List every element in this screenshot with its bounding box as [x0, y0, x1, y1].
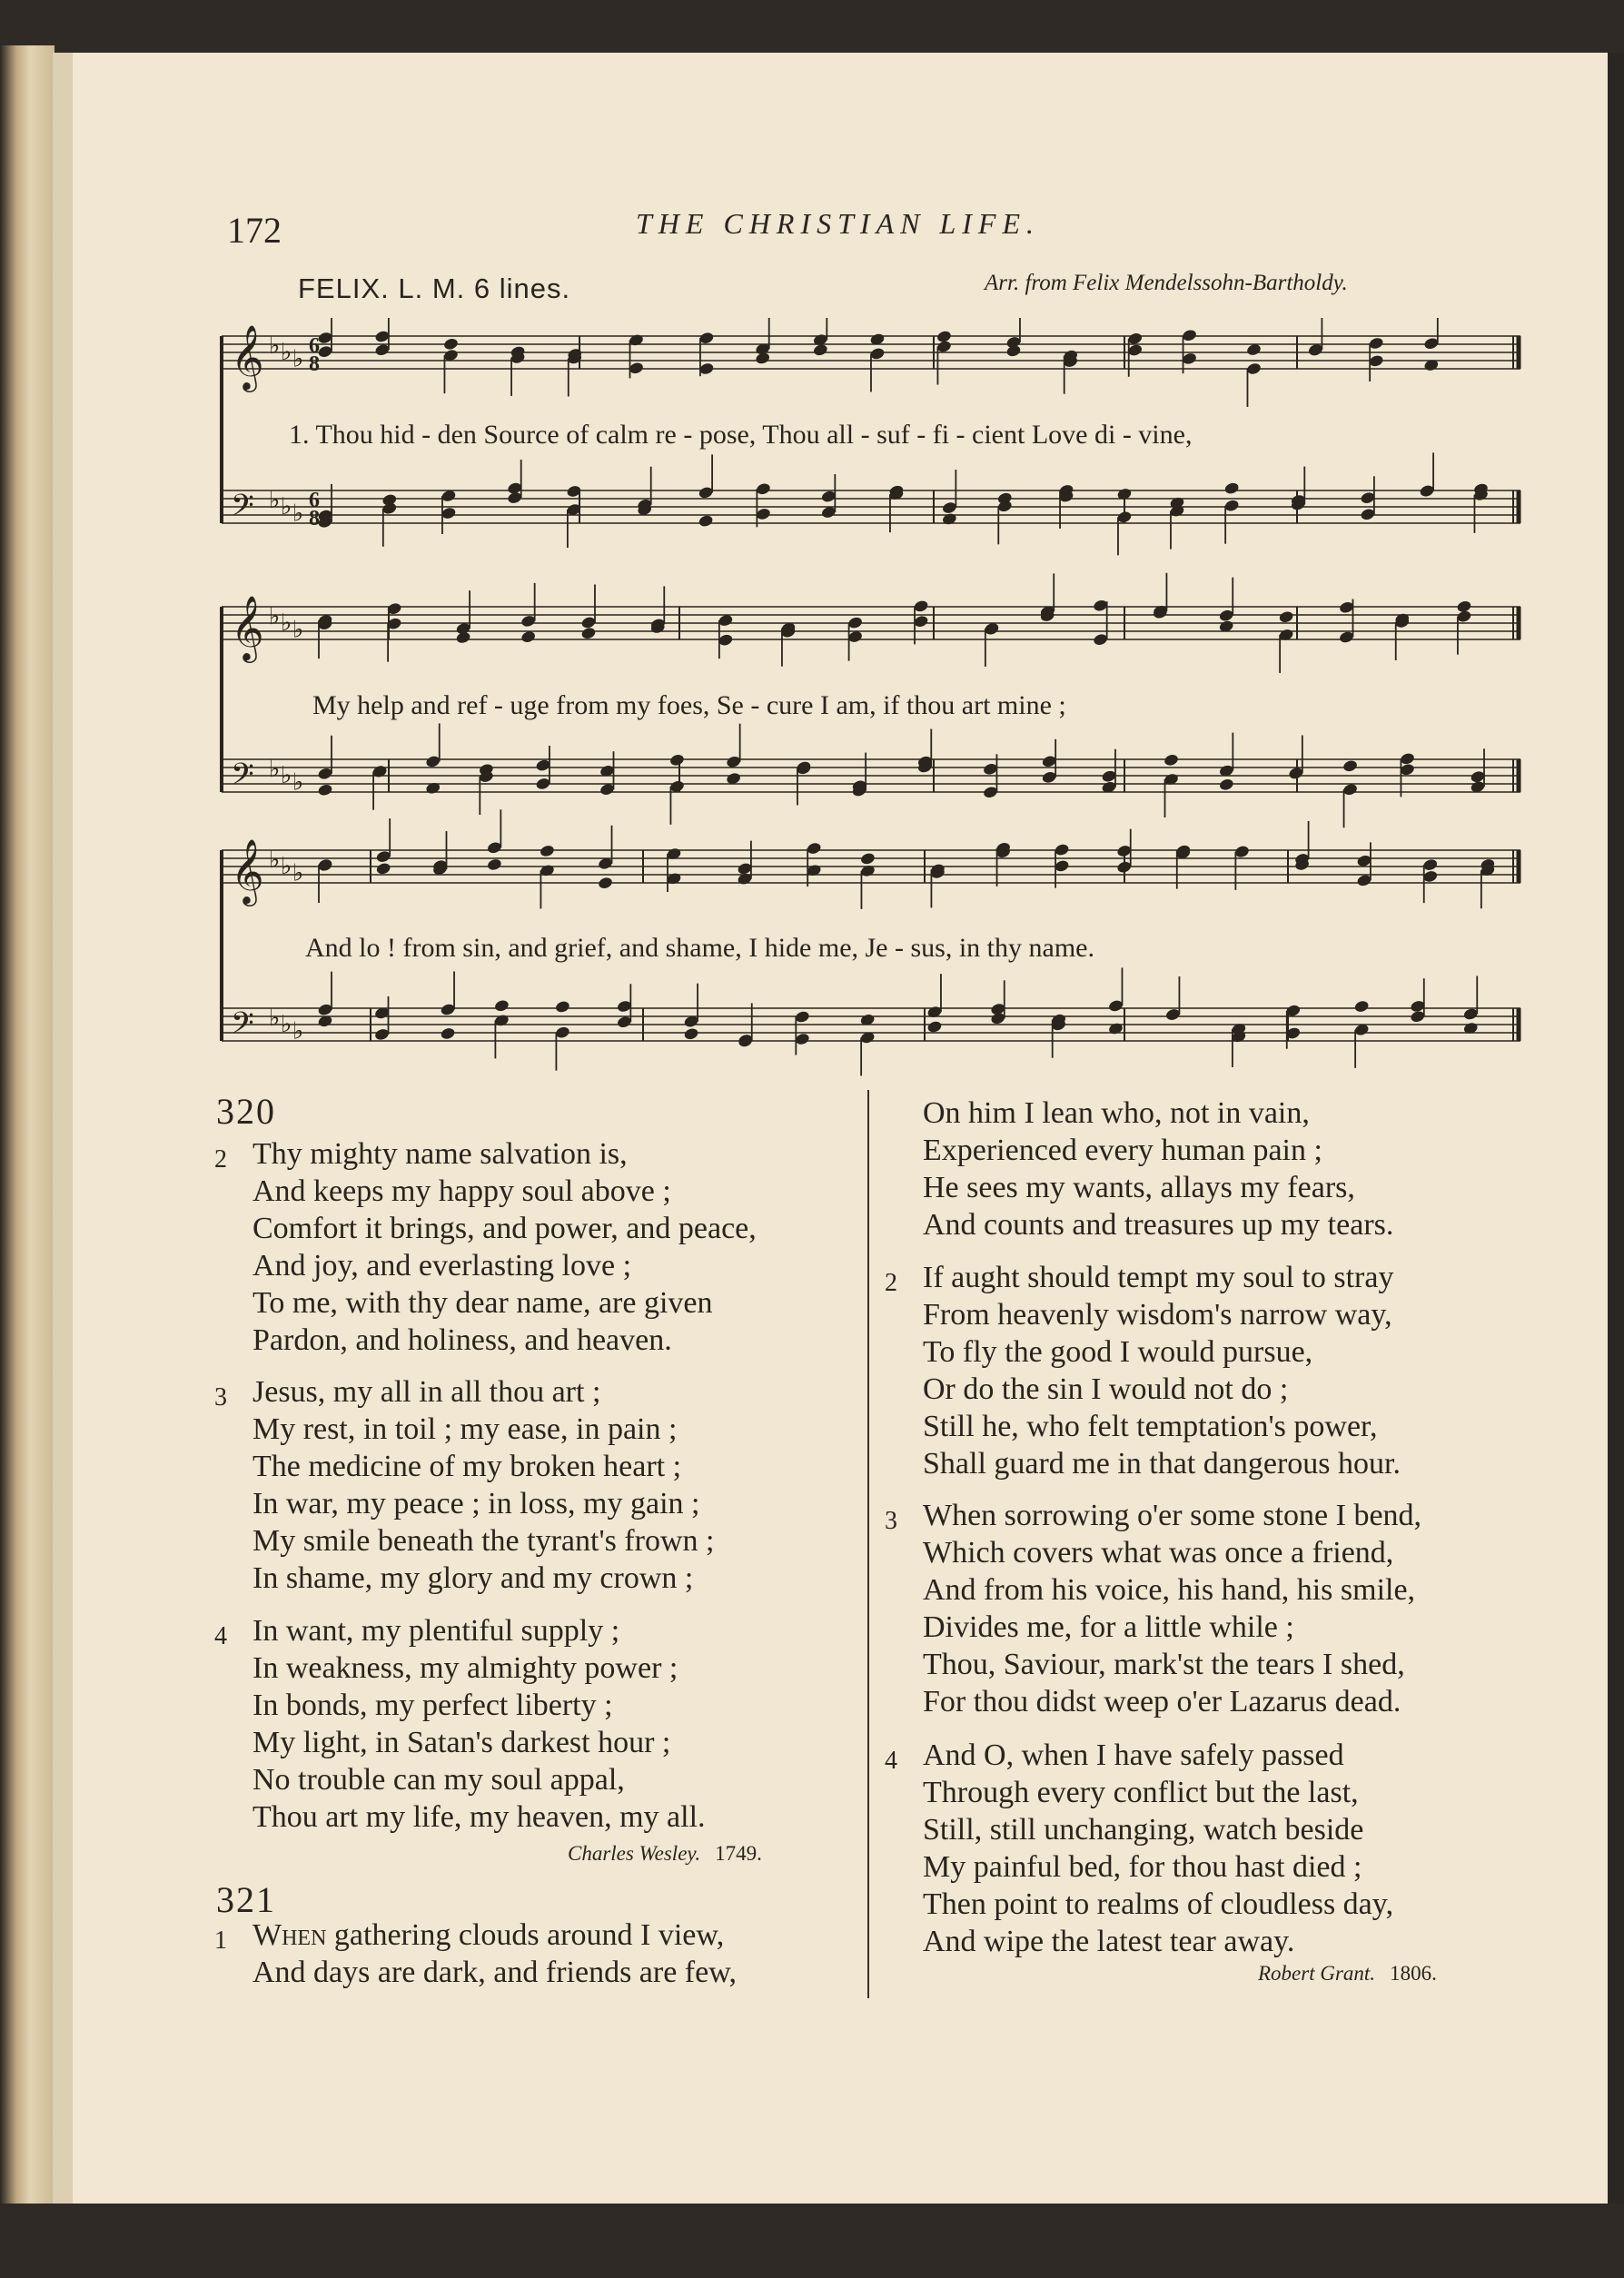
note-head — [486, 857, 502, 871]
flat-icon: ♭ — [269, 756, 281, 783]
note-head — [941, 512, 957, 526]
note-head — [580, 626, 597, 639]
stanza — [214, 1916, 738, 1991]
verse-line-rest: gathering clouds around I view, — [326, 1918, 725, 1952]
verse-line: My rest, in toil ; my ease, in pain ; — [253, 1412, 678, 1446]
note-head — [1456, 599, 1472, 613]
flat-icon: ♭ — [292, 768, 304, 797]
stanza-number: 3 — [885, 1507, 897, 1535]
verse-line: Then point to realms of cloudless day, — [923, 1887, 1394, 1921]
book-cover-top — [0, 0, 1624, 53]
verse-line: My smile beneath the tyrant's frown ; — [253, 1524, 715, 1558]
verse-line: No trouble can my soul appal, — [253, 1763, 625, 1797]
note-head — [520, 629, 537, 643]
time-signature: 6 — [309, 334, 320, 358]
author-year: 1806. — [1390, 1962, 1437, 1985]
verse-line: If aught should tempt my soul to stray — [923, 1261, 1394, 1294]
verse-line: When sorrowing o'er some stone I bend, — [923, 1499, 1422, 1532]
verse-line — [253, 1916, 737, 1954]
flat-icon: ♭ — [292, 500, 304, 528]
author-credit — [568, 1842, 762, 1866]
verse-line: In shame, my glory and my crown ; — [253, 1561, 694, 1595]
note-head — [698, 514, 714, 528]
verse-line: From heavenly wisdom's narrow way, — [923, 1298, 1392, 1332]
verse-line: Still, still unchanging, watch beside — [923, 1813, 1364, 1847]
verse-line: To me, with thy dear name, are given — [253, 1286, 713, 1320]
flat-icon: ♭ — [292, 1017, 304, 1045]
lyric-line-2: My help and ref - uge from my foes, Se - cure I am, if thou art mine ; — [312, 690, 1066, 720]
column-divider — [867, 1090, 869, 1998]
flat-icon: ♭ — [281, 762, 292, 790]
verse-line: My painful bed, for thou hast died ; — [923, 1850, 1362, 1884]
lyric-line-1: 1. Thou hid - den Source of calm re - pose, Thou all - suf - fi - cient Love di - vine, — [289, 420, 1193, 450]
verse-line: In bonds, my perfect liberty ; — [253, 1689, 613, 1722]
verse-line: And counts and treasures up my tears. — [923, 1208, 1394, 1242]
author-year: 1749. — [715, 1842, 762, 1865]
note-head — [1342, 759, 1359, 773]
page-number: 172 — [227, 210, 282, 251]
note-head — [554, 1000, 570, 1014]
note-head — [375, 862, 391, 876]
flat-icon: ♭ — [292, 859, 304, 887]
book-cover-bottom — [0, 2204, 1624, 2278]
first-word: When — [253, 1918, 327, 1952]
flat-icon: ♭ — [269, 1005, 281, 1032]
stanza-number: 3 — [214, 1383, 227, 1411]
book-gutter — [0, 45, 54, 2225]
verse-line: Or do the sin I would not do ; — [923, 1372, 1289, 1406]
verse-line: And from his voice, his hand, his smile, — [923, 1573, 1416, 1607]
verse-line: On him I lean who, not in vain, — [923, 1096, 1310, 1130]
flat-icon: ♭ — [281, 853, 292, 881]
flat-icon: ♭ — [281, 1011, 292, 1039]
verse-line: For thou didst weep o'er Lazarus dead. — [923, 1685, 1401, 1718]
tune-arranger: Arr. from Felix Mendelssohn-Bartholdy. — [985, 271, 1348, 295]
note-head — [381, 493, 398, 507]
note-head — [317, 783, 333, 797]
verse-line: Thy mighty name salvation is, — [253, 1137, 628, 1171]
verse-line: And O, when I have safely passed — [923, 1738, 1344, 1772]
bass-clef-icon: 𝄢 — [231, 758, 254, 799]
stanza — [214, 1373, 715, 1597]
note-head — [1353, 999, 1370, 1013]
verse-line: Still he, who felt temptation's power, — [923, 1410, 1378, 1443]
verse-line: And days are dark, and friends are few, — [253, 1956, 738, 1989]
verse-line: And wipe the latest tear away. — [923, 1925, 1295, 1958]
verse-line: Thou, Saviour, mark'st the tears I shed, — [923, 1648, 1405, 1681]
note-head — [1005, 344, 1022, 358]
verse-line: Comfort it brings, and power, and peace, — [253, 1212, 757, 1245]
flat-icon: ♭ — [281, 339, 292, 367]
verse-line: Thou art my life, my heaven, my all. — [253, 1800, 706, 1834]
note-head — [455, 630, 471, 644]
lyric-line-3: And lo ! from sin, and grief, and shame, I hide me, Je - sus, in thy name. — [305, 933, 1094, 963]
stanza-number: 2 — [885, 1269, 897, 1297]
flat-icon: ♭ — [292, 616, 304, 644]
verse-line: In weakness, my almighty power ; — [253, 1651, 678, 1685]
note-head — [1164, 753, 1180, 767]
verse-line: Shall guard me in that dangerous hour. — [923, 1447, 1401, 1481]
treble-clef-icon: 𝄞 — [231, 323, 264, 390]
stanza-number: 2 — [214, 1145, 227, 1174]
verse-line: Pardon, and holiness, and heaven. — [253, 1323, 672, 1357]
verse-line: My light, in Satan's darkest hour ; — [253, 1726, 671, 1759]
flat-icon: ♭ — [269, 847, 281, 874]
note-head — [936, 330, 953, 343]
bass-clef-icon: 𝄢 — [231, 1006, 254, 1048]
note-head — [443, 337, 460, 351]
note-head — [668, 753, 685, 767]
note-head — [755, 352, 771, 365]
verse-line: And keeps my happy soul above ; — [253, 1174, 671, 1208]
verse-line: Jesus, my all in all thou art ; — [253, 1375, 601, 1409]
note-head — [1278, 610, 1294, 624]
stanza — [885, 1497, 1422, 1720]
note-head — [860, 852, 876, 866]
author-credit — [1258, 1962, 1437, 1986]
note-head — [812, 343, 828, 357]
note-head — [926, 1020, 943, 1034]
hymn-number: 321 — [216, 1879, 276, 1920]
verse-line: In want, my plentiful supply ; — [253, 1614, 620, 1648]
hymn-number: 320 — [216, 1091, 276, 1132]
stanza — [214, 1612, 706, 1836]
stanza-number: 4 — [885, 1747, 897, 1775]
bass-clef-icon: 𝄢 — [231, 489, 254, 530]
verse-line: To fly the good I would pursue, — [923, 1335, 1313, 1369]
flat-icon: ♭ — [292, 345, 304, 373]
verse-line: And joy, and everlasting love ; — [253, 1249, 632, 1283]
note-head — [440, 1026, 456, 1040]
stanza-continued — [923, 1094, 1393, 1243]
verse-line: In war, my peace ; in loss, my gain ; — [253, 1487, 700, 1520]
time-signature: 8 — [309, 507, 320, 530]
flat-icon: ♭ — [281, 609, 292, 638]
verse-line: Through every conflict but the last, — [923, 1776, 1359, 1809]
note-head — [1218, 777, 1234, 791]
treble-clef-icon: 𝄞 — [231, 837, 264, 904]
verse-line: The medicine of my broken heart ; — [253, 1450, 682, 1483]
note-head — [683, 1027, 699, 1041]
note-head — [493, 999, 510, 1013]
stanza — [885, 1737, 1394, 1960]
author-name: Charles Wesley. — [568, 1842, 701, 1865]
tune-name: FELIX. L. M. 6 lines. — [298, 272, 571, 304]
verse-line: Experienced every human pain ; — [923, 1134, 1322, 1167]
flat-icon: ♭ — [269, 487, 281, 514]
verse-line: Which covers what was once a friend, — [923, 1536, 1394, 1570]
treble-clef-icon: 𝄞 — [231, 594, 264, 660]
note-head — [1223, 481, 1240, 495]
time-signature: 6 — [309, 489, 320, 512]
stanza — [214, 1135, 757, 1359]
note-head — [539, 844, 555, 857]
flat-icon: ♭ — [269, 332, 281, 360]
stanza-number: 4 — [214, 1622, 227, 1650]
time-signature: 8 — [309, 352, 320, 376]
stanza-number: 1 — [214, 1926, 227, 1955]
author-name: Robert Grant. — [1258, 1962, 1376, 1985]
note-head — [598, 876, 614, 889]
flat-icon: ♭ — [281, 493, 292, 521]
verse-line: Divides me, for a little while ; — [923, 1610, 1294, 1644]
note-head — [1108, 1022, 1124, 1035]
stanza — [885, 1259, 1401, 1482]
verse-line: He sees my wants, allays my fears, — [923, 1171, 1355, 1204]
flat-icon: ♭ — [269, 603, 281, 630]
running-head: THE CHRISTIAN LIFE. — [636, 207, 1040, 240]
